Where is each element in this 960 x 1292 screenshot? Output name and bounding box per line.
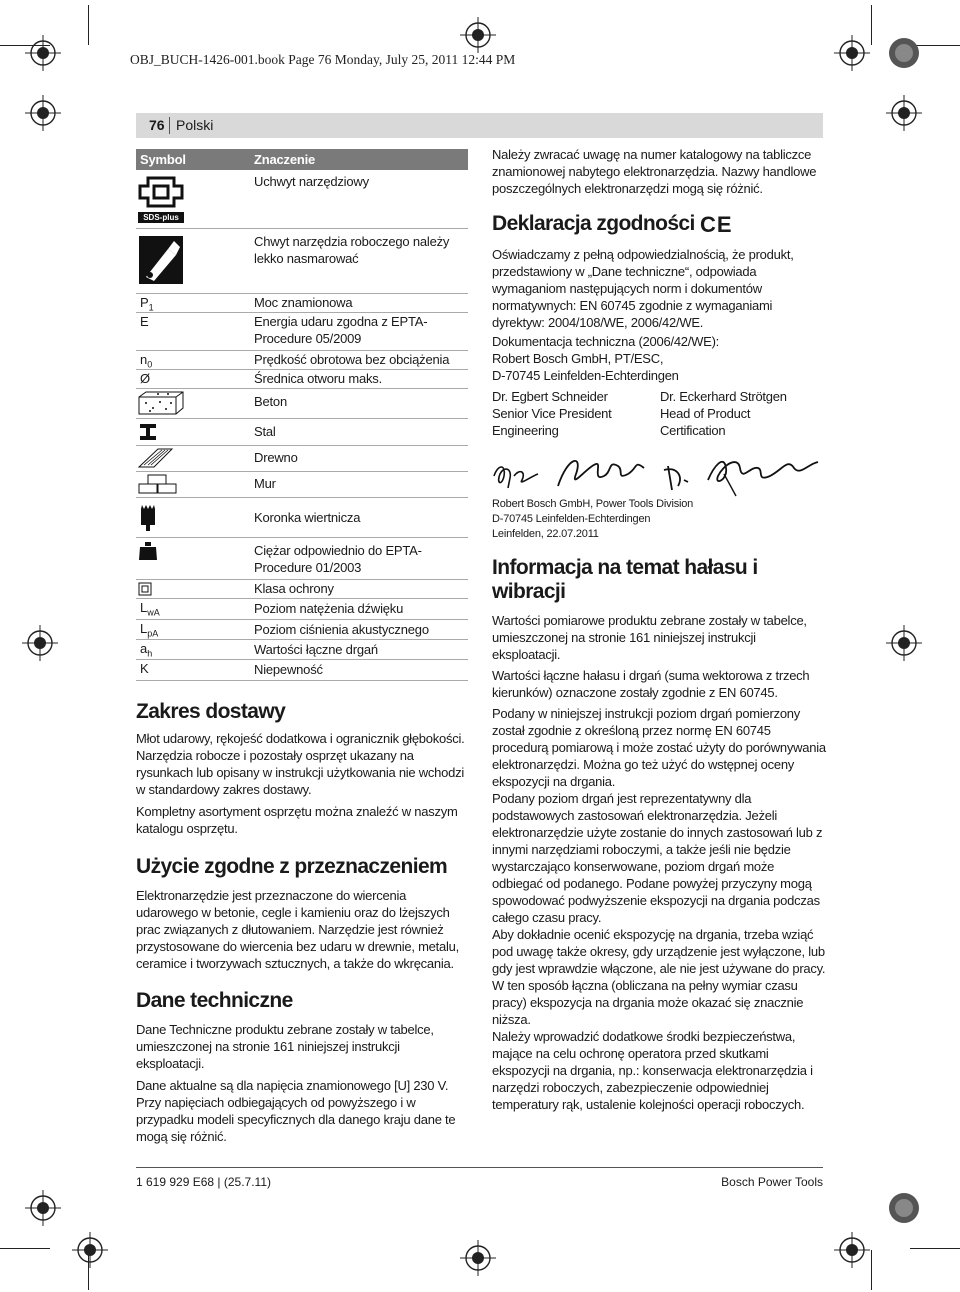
lubricate-icon [138,235,184,285]
catalog-note: Należy zwracać uwagę na numer katalogowy na tabliczce znamionowej nabytego elektronarzędzia. Nazwy handlowe poszczególnych elektronarzędzi mogą się różnić. [492,147,817,196]
col-symbol-header: Symbol [140,152,186,167]
crop-mark [910,1248,960,1249]
table-row [136,228,468,294]
table-row [136,497,468,538]
paragraph: Robert Bosch GmbH, PT/ESC, [492,351,664,366]
paragraph: Dane Techniczne produktu zebrane zostały w tabelce, umieszczonej na stronie 161 niniejszej instrukcji eksploatacji. [136,1022,434,1071]
table-row [136,471,468,498]
intended-use-heading: Użycie zgodne z przeznaczeniem [136,855,448,878]
steel-icon [138,422,158,442]
registration-mark-icon [886,95,922,131]
table-row [136,579,468,599]
registration-mark-icon [886,1190,922,1226]
registration-mark-icon [22,625,58,661]
registration-mark-icon [834,1232,870,1268]
paragraph: Kompletny asortyment osprzętu można znaleźć w naszym katalogu osprzętu. [136,804,458,836]
table-row [136,619,468,640]
signatory-title: Senior Vice President [492,406,612,421]
table-row [136,312,468,351]
table-row [136,659,468,681]
weight-icon [138,541,158,561]
company-address [492,497,822,542]
paragraph: Wartości łączne hałasu i drgań (suma wektorowa z trzech kierunków) oznaczone zostały zgodnie z EN 60745. [492,668,810,700]
registration-mark-icon [72,1232,108,1268]
core-cutter-icon [138,503,158,531]
meaning-text: Niepewność [254,662,323,677]
ce-mark: CE [700,212,733,237]
signatory-2 [660,388,830,439]
table-row [136,293,468,313]
handwritten-signatures [488,446,828,502]
symbol-n0: $n_0$ [140,352,153,370]
masonry-icon [138,473,178,495]
meaning-text: Średnica otworu maks. [254,371,383,386]
tool-holder-icon [138,176,184,208]
symbol-lpa: $L_{pA}$ [140,621,159,639]
paragraph: Oświadczamy z pełną odpowiedzialnością, że produkt, przedstawiony w „Dane techniczne“, odpowiada wymaganiom następujących norm i dokumentów normatywnych: EN 60745 zgodnie z wymaganiami dyrektyw: 2004/108/WE, 2006/42/WE. [492,247,794,330]
noise-heading: Informacja na temat hałasu i wibracji [492,556,758,603]
table-row [136,537,468,580]
crop-mark [871,1250,872,1290]
header-divider [169,117,170,134]
registration-mark-icon [25,95,61,131]
signatory-name: Dr. Eckerhard Strötgen [660,389,787,404]
meaning-text: Drewno [254,450,298,465]
paragraph: Dane aktualne są dla napięcia znamionowego [U] 230 V. Przy napięciach odbiegających od powyższego i w przypadku modeli specyficznych dla danego kraju dane te mogą się różnić. [136,1078,456,1144]
concrete-icon [138,391,184,415]
protection-class-icon [138,582,152,596]
meaning-text: Chwyt narzędzia roboczego należy lekko nasmarować [254,234,450,266]
footer-doc-id: 1 619 929 E68 | (25.7.11) [136,1175,271,1189]
paragraph: Młot udarowy, rękojeść dodatkowa i ogranicznik głębokości. [136,731,465,746]
symbol-lwa: $L_{wA}$ [140,600,160,618]
symbol-e: E [140,314,149,329]
scope-heading: Zakres dostawy [136,700,286,723]
meaning-text: Uchwyt narzędziowy [254,174,369,189]
meaning-text: Klasa ochrony [254,581,334,596]
symbol-k: K [140,661,149,676]
meaning-text: Mur [254,476,276,491]
language-label: Polski [176,117,214,133]
address-line: D-70745 Leinfelden-Echterdingen [492,513,651,525]
paragraph: Podany w niniejszej instrukcji poziom drgań pomierzony został zgodnie z określoną przez normę EN 60745 procedurą pomiarową i może zostać użyty do porównywania elektronarzędzi. Można go też użyć do wstępnej oceny ekspozycji na drgania. [492,706,826,789]
footer-brand: Bosch Power Tools [721,1175,823,1189]
meaning-text: Poziom natężenia dźwięku [254,601,404,616]
symbol-p1: $P_1$ [140,295,154,313]
page-number: 76 [149,117,165,133]
print-slug: OBJ_BUCH-1426-001.book Page 76 Monday, July 25, 2011 12:44 PM [130,52,516,67]
tech-data-heading: Dane techniczne [136,989,293,1012]
address-line: Leinfelden, 22.07.2011 [492,528,599,540]
paragraph: Dokumentacja techniczna (2006/42/WE): [492,334,720,349]
signatory-name: Dr. Egbert Schneider [492,389,608,404]
table-row [136,388,468,419]
col-meaning-header: Znaczenie [254,152,316,167]
declaration-section [492,212,827,384]
noise-section [492,556,827,1113]
meaning-text: Poziom ciśnienia akustycznego [254,622,429,637]
meaning-text: Wartości łączne drgań [254,642,378,657]
signatory-dept: Engineering [492,423,559,438]
table-row [136,639,468,660]
paragraph: D-70745 Leinfelden-Echterdingen [492,368,679,383]
left-column [136,700,471,1149]
declaration-heading: Deklaracja zgodności [492,212,695,235]
paragraph: Narzędzia robocze i pozostały osprzęt ukazany na rysunkach lub opisany w instrukcji użytkowania nie wchodzi w standardowy zakres dostawy. [136,748,464,797]
crop-mark [0,1248,50,1249]
wood-icon [138,447,174,469]
paragraph: Elektronarzędzie jest przeznaczone do wiercenia udarowego w betonie, cegle i kamieniu oraz do lżejszych prac związanych z dłutowaniem. Narzędzie jest również przystosowane do wiercenia bez udaru w drewnie, metalu, ceramice i tworzywach sztucznych, a także do wkręcania. [136,888,459,971]
registration-mark-icon [886,625,922,661]
registration-mark-icon [460,1240,496,1276]
table-row [136,418,468,446]
signatory-title: Head of Product [660,406,751,421]
sds-plus-badge: SDS-plus [138,212,184,223]
intended-use-section [136,887,471,972]
meaning-text: Koronka wiertnicza [254,510,361,525]
registration-mark-icon [886,35,922,71]
table-row [136,350,468,370]
registration-mark-icon [25,35,61,71]
registration-mark-icon [834,35,870,71]
meaning-text: Prędkość obrotowa bez obciążenia [254,352,450,367]
page-header [136,113,823,138]
declaration-body [492,246,827,384]
table-row [136,369,468,389]
meaning-text: Moc znamionowa [254,295,353,310]
table-header [136,149,468,170]
table-row [136,445,468,472]
footer-rule [136,1167,823,1168]
registration-mark-icon [460,17,496,53]
paragraph: Aby dokładnie ocenić ekspozycję na drgania, trzeba wziąć pod uwagę także okresy, gdy urządzenie jest wyłączone, lub gdy jest wprawdzie włączone, ale nie jest używane do pracy. W ten sposób łączna (obliczana na pełny wymiar czasu pracy) ekspozycja na drgania może okazać się znacznie niższa. [492,927,826,1027]
paragraph: Podany poziom drgań jest reprezentatywny dla podstawowych zastosowań elektronarzędzia. Jeżeli elektronarzędzie użyte zostanie do innych zastosowań lub z innymi narzędziami roboczymi, a także jeśli nie będzie wystarczająco konserwowane, poziom drgań może odbiegać od podanego. Podane powyżej przyczyny mogą spowodować podwyższenie ekspozycji na drgania podczas całego czasu pracy. [492,791,823,925]
meaning-text: Ciężar odpowiednio do EPTA-Procedure 01/2003 [254,543,422,575]
table-row [136,170,468,229]
registration-mark-icon [25,1190,61,1226]
meaning-text: Beton [254,394,287,409]
symbol-ah: $a_h$ [140,641,153,659]
paragraph: Należy wprowadzić dodatkowe środki bezpieczeństwa, mające na celu ochronę operatora przed skutkami ekspozycji na drgania, np.: konserwacja elektronarzędzia i narzędzi roboczych, zabezpieczenie odpowiedniej temperatury rąk, ustalenie kolejności operacji roboczych. [492,1029,813,1112]
scope-section [136,730,471,837]
table-row [136,598,468,620]
signatory-dept: Certification [660,423,726,438]
signatory-1 [492,388,662,439]
crop-mark [871,5,872,45]
noise-body [492,612,827,1113]
tech-data-section [136,1021,471,1145]
meaning-text: Stal [254,424,276,439]
paragraph: Wartości pomiarowe produktu zebrane zostały w tabelce, umieszczonej na stronie 161 niniejszej instrukcji eksploatacji. [492,613,807,662]
meaning-text: Energia udaru zgodna z EPTA-Procedure 05/2009 [254,314,428,346]
symbol-diameter: Ø [140,371,151,386]
address-line: Robert Bosch GmbH, Power Tools Division [492,498,694,510]
crop-mark [88,5,89,45]
